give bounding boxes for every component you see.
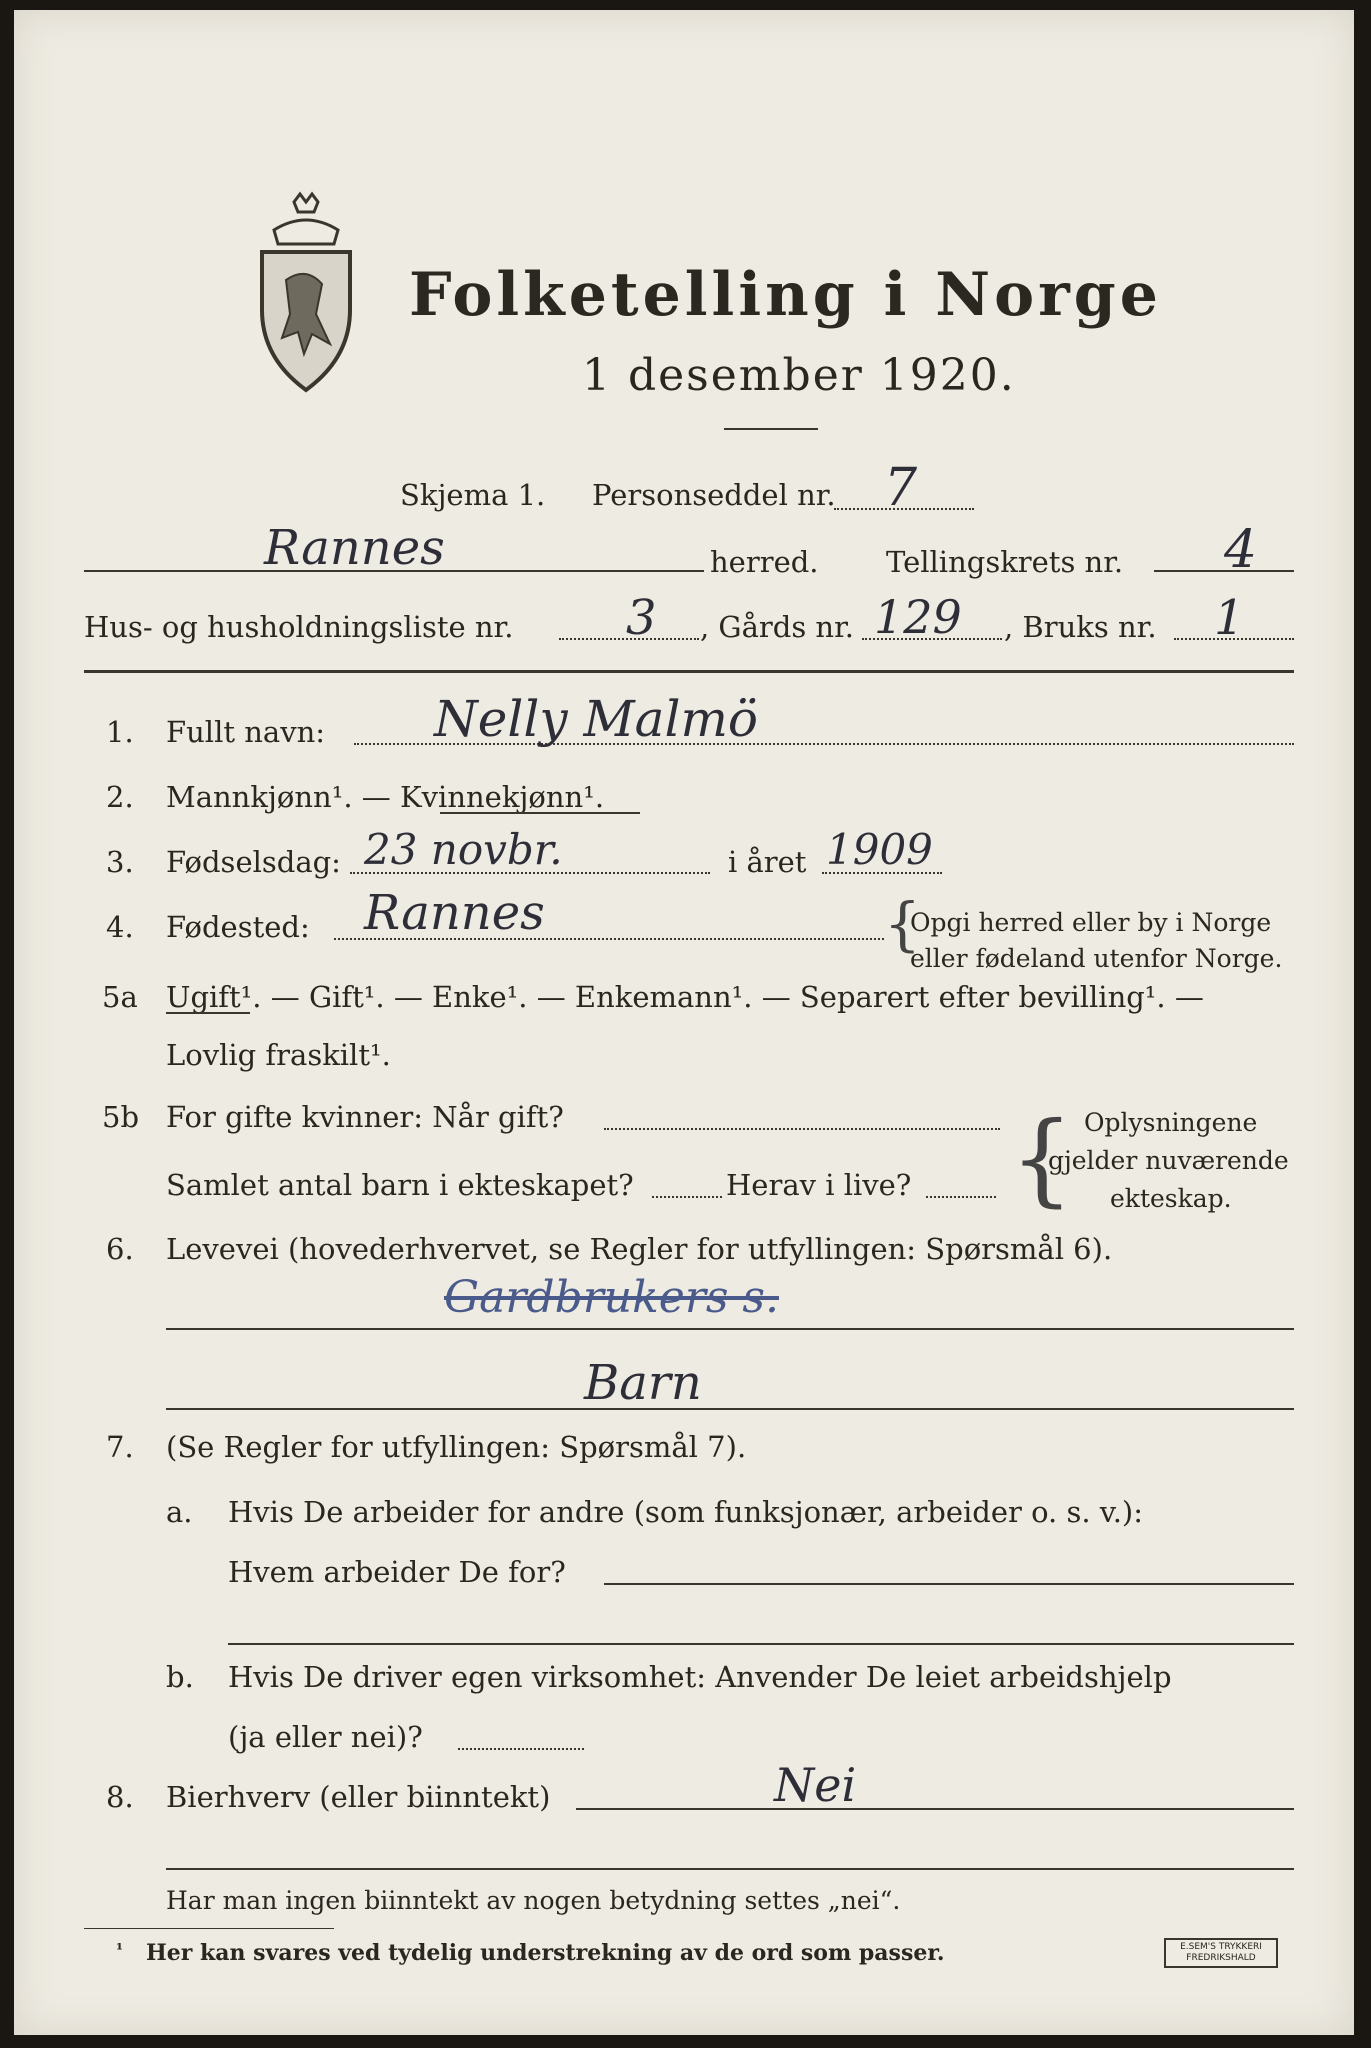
q5b-line2b: Herav i live? [726,1168,912,1202]
q2-label: Mannkjønn¹. — Kvinnekjønn¹. [166,780,605,814]
q5b-note-3: ekteskap. [1110,1184,1232,1213]
q8-label: Bierhverv (eller biinntekt) [166,1780,551,1814]
q7a-number: a. [166,1495,193,1529]
kvinnekjonn-underline [440,812,640,814]
full-name-value: Nelly Malmö [434,690,758,748]
gards-value: 129 [874,590,962,644]
q7b-line2: (ja eller nei)? [228,1720,423,1754]
q5b-note-1: Oplysningene [1084,1108,1258,1137]
q8-number: 8. [106,1780,134,1814]
census-date: 1 desember 1920. [582,350,1016,401]
q5b-number: 5b [102,1100,140,1134]
tellingskrets-label: Tellingskrets nr. [886,545,1124,579]
birthplace-value: Rannes [364,885,545,941]
herred-value: Rannes [264,520,445,576]
herred-label: herred. [710,545,819,579]
q7a-line2: Hvem arbeider De for? [228,1555,566,1589]
q3-year-label: i året [728,845,807,879]
occupation-struck-value: Gardbrukers s. [444,1272,779,1323]
census-form: Folketelling i Norge 1 desember 1920. Skjema 1. Personseddel nr. 7 Rannes herred. Tellingskrets nr. 4 Hus- og husholdningsliste nr. 3 , Gårds nr. 129 , Bruks nr. 1 1. Fullt navn: Nelly Malmö 2. Mannkjønn¹. — Kvinnekjønn¹. 3. Fødselsdag: 23 novbr. i året 1909 4. Fødested: Rannes { Opgi herred eller by i Norge eller fødeland utenfor Norge. 5a Ugift¹. — Gift¹. — Enke¹. — Enkemann¹. — Separert efter bevilling¹. — Lovlig fraskilt¹. 5b For gifte kvinner: Når gift? Samlet antal barn i ekteskapet? Herav i live? { Oplysningene gjelder nuværende ekteskap. 6. Levevei (hovederhvervet, se Regler for utfyllingen: Spørsmål 6). Gardbrukers s. Barn 7. (Se Regler for utfyllingen: Spørsmål 7). a. Hvis De arbeider for andre (som funksjonær, arbeider o. s. v.): Hvem arbeider De for? b. Hvis De driver egen virksomhet: Anvender De leiet arbeidshjelp (ja eller nei)? 8. Bierhverv (eller biinntekt) Nei Har man ingen biinntekt av nogen betydning settes „nei“. ¹ Her kan svares ved tydelig understrekning av de ord som passer. E.SEM'S TRYKKERI FREDRIKSHALD [14,10,1354,2035]
personseddel-label: Personseddel nr. [592,478,836,512]
ugift-underline [166,1012,250,1014]
q5a-line1: Ugift¹. — Gift¹. — Enke¹. — Enkemann¹. — Separert efter bevilling¹. — [166,980,1204,1014]
footnote-text: Her kan svares ved tydelig understrekning av de ord som passer. [146,1940,945,1966]
q5a-line2: Lovlig fraskilt¹. [166,1038,391,1072]
bruks-label: , Bruks nr. [1004,610,1157,644]
q7-number: 7. [106,1430,134,1464]
q1-label: Fullt navn: [166,715,326,749]
q7-label: (Se Regler for utfyllingen: Spørsmål 7). [166,1430,747,1464]
q5b-note-2: gjelder nuværende [1048,1146,1289,1175]
header-divider [84,670,1294,673]
no-income-note: Har man ingen biinntekt av nogen betydning settes „nei“. [166,1886,901,1915]
q4-note-2: eller fødeland utenfor Norge. [910,944,1283,973]
occupation-value: Barn [584,1355,702,1411]
q1-number: 1. [106,715,134,749]
q4-label: Fødested: [166,910,310,944]
birth-year-value: 1909 [826,825,933,874]
q2-number: 2. [106,780,134,814]
q3-number: 3. [106,845,134,879]
coat-of-arms-icon [246,190,366,400]
q5b-line1: For gifte kvinner: Når gift? [166,1100,564,1134]
q3-label: Fødselsdag: [166,845,341,879]
q4-note-1: Opgi herred eller by i Norge [910,908,1272,937]
q5b-line2a: Samlet antal barn i ekteskapet? [166,1168,634,1202]
q6-number: 6. [106,1232,134,1266]
q4-number: 4. [106,910,134,944]
printer-stamp: E.SEM'S TRYKKERI FREDRIKSHALD [1164,1938,1278,1968]
footnote-number: ¹ [116,1940,124,1959]
personseddel-value: 7 [884,458,918,518]
q7b-number: b. [166,1660,194,1694]
skjema-label: Skjema 1. [400,478,546,512]
hus-value: 3 [626,590,657,646]
bruks-value: 1 [1214,590,1245,646]
q7a-line1: Hvis De arbeider for andre (som funksjonær, arbeider o. s. v.): [228,1495,1144,1529]
hus-label: Hus- og husholdningsliste nr. [84,610,514,644]
title-divider [724,428,818,430]
tellingskrets-value: 4 [1224,520,1258,580]
gards-label: , Gårds nr. [700,610,854,644]
q5a-number: 5a [102,980,138,1014]
side-income-value: Nei [774,1758,857,1812]
q7b-line1: Hvis De driver egen virksomhet: Anvender De leiet arbeidshjelp [228,1660,1172,1694]
form-title: Folketelling i Norge [409,260,1162,330]
birthday-value: 23 novbr. [364,825,563,874]
q6-label: Levevei (hovederhvervet, se Regler for utfyllingen: Spørsmål 6). [166,1232,1113,1266]
